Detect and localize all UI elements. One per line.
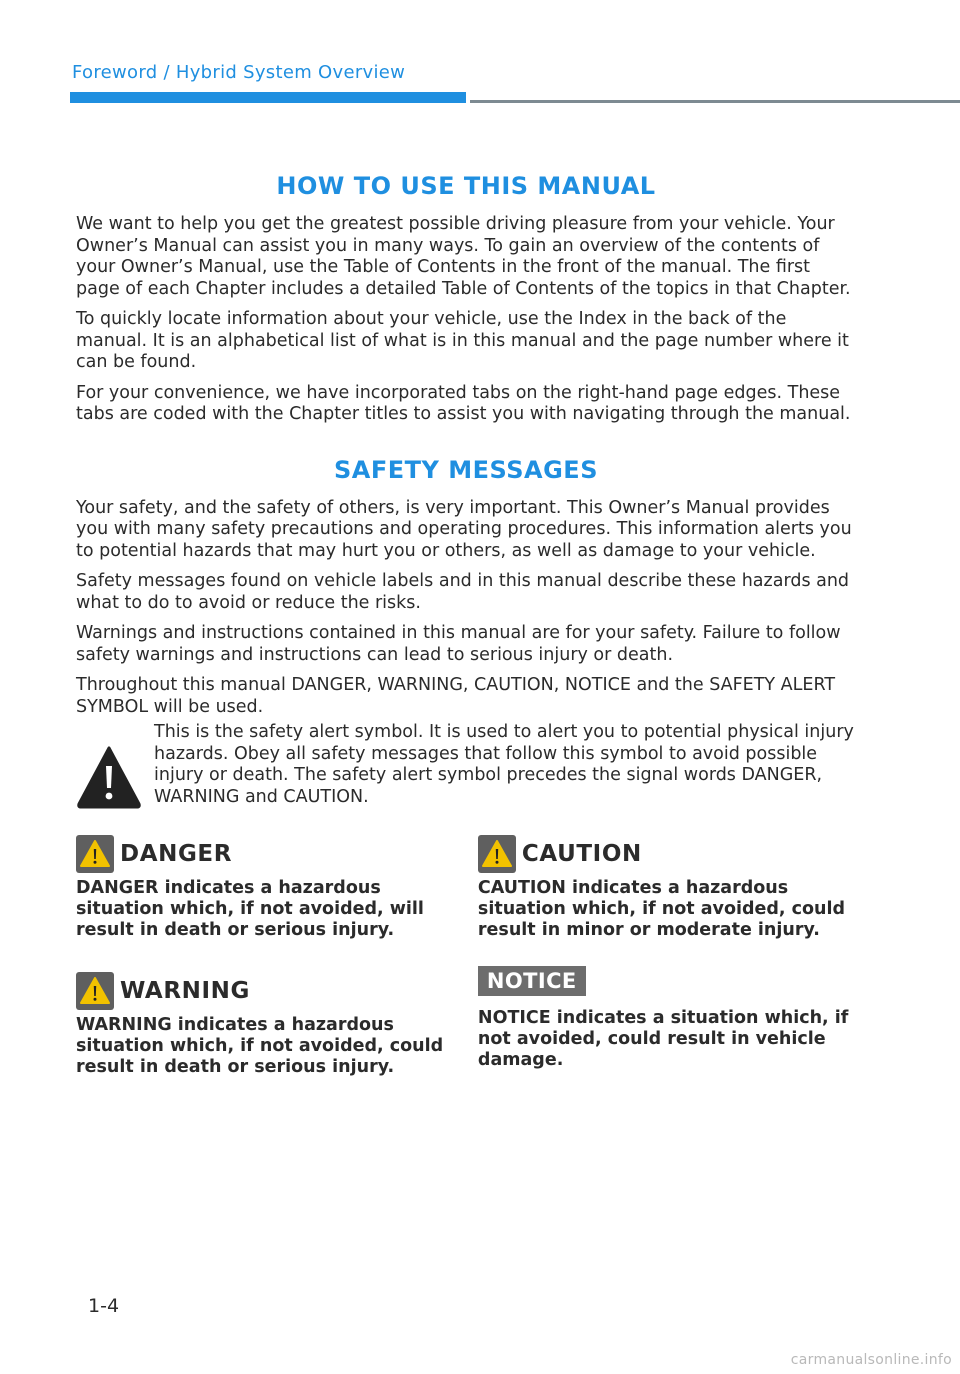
paragraph: To quickly locate information about your vehicle, use the Index in the back of the manual. It is an alphabetical list of what is in this manual and the page number where it can be found.	[76, 309, 849, 372]
warning-label: WARNING	[120, 978, 250, 1004]
signal-column-left	[76, 834, 470, 1078]
breadcrumb: Foreword / Hybrid System Overview	[72, 62, 406, 83]
paragraph: Throughout this manual DANGER, WARNING, CAUTION, NOTICE and the SAFETY ALERT SYMBOL will be used.	[76, 675, 836, 717]
warning-triangle-icon	[478, 835, 516, 873]
paragraph: Your safety, and the safety of others, is very important. This Owner’s Manual provides you with many safety precautions and operating procedures. This information alerts you to potential hazards that may hurt you or others, as well as damage to your vehicle.	[76, 497, 852, 561]
caution-label: CAUTION	[521, 841, 642, 867]
warning-block	[76, 971, 470, 1078]
warning-triangle-icon	[76, 835, 114, 873]
danger-description: DANGER indicates a hazardous situation which, if not avoided, will result in death or serious injury.	[76, 878, 424, 940]
notice-description: NOTICE indicates a situation which, if not avoided, could result in vehicle damage.	[477, 1008, 849, 1070]
header-rule-accent	[70, 92, 466, 103]
warning-triangle-icon	[76, 972, 114, 1010]
page-number: 1-4	[88, 1295, 120, 1317]
watermark: carmanualsonline.info	[790, 1352, 952, 1368]
notice-block	[478, 966, 856, 1071]
warning-triangle-icon	[76, 744, 142, 810]
paragraph: We want to help you get the greatest possible driving pleasure from your vehicle. Your Owner’s Manual can assist you in many ways. To gain an overview of the contents of your Owner’s Manual, use the Table of Contents in the front of the manual. The first page of each Chapter includes a detailed Table of Contents of the topics in that Chapter.	[76, 214, 851, 299]
page-content	[76, 172, 856, 1078]
safety-alert-description: This is the safety alert symbol. It is used to alert you to potential physical injury hazards. Obey all safety messages that follow this symbol to avoid possible injury or death. The safety alert symbol precedes the signal words DANGER, WARNING and CAUTION.	[154, 722, 854, 807]
signal-words-grid	[76, 834, 856, 1078]
paragraph: For your convenience, we have incorporated tabs on the right-hand page edges. These tabs are coded with the Chapter titles to assist you with navigating through the manual.	[76, 382, 851, 424]
safety-alert-row	[76, 722, 856, 810]
paragraph: Safety messages found on vehicle labels and in this manual describe these hazards and what to do to avoid or reduce the risks.	[76, 571, 850, 613]
danger-block	[76, 834, 470, 941]
section-title-safety-messages: SAFETY MESSAGES	[334, 455, 598, 484]
warning-description: WARNING indicates a hazardous situation which, if not avoided, could result in death or serious injury.	[76, 1015, 444, 1077]
caution-description: CAUTION indicates a hazardous situation which, if not avoided, could result in minor or moderate injury.	[477, 878, 846, 940]
section-title-how-to-use: HOW TO USE THIS MANUAL	[276, 172, 656, 200]
notice-label: NOTICE	[478, 966, 586, 996]
caution-block	[478, 834, 856, 941]
signal-column-right	[478, 834, 856, 1078]
danger-label: DANGER	[120, 841, 233, 867]
paragraph: Warnings and instructions contained in this manual are for your safety. Failure to follow safety warnings and instructions can lead to serious injury or death.	[76, 623, 841, 665]
header-rule-gray	[470, 100, 960, 103]
